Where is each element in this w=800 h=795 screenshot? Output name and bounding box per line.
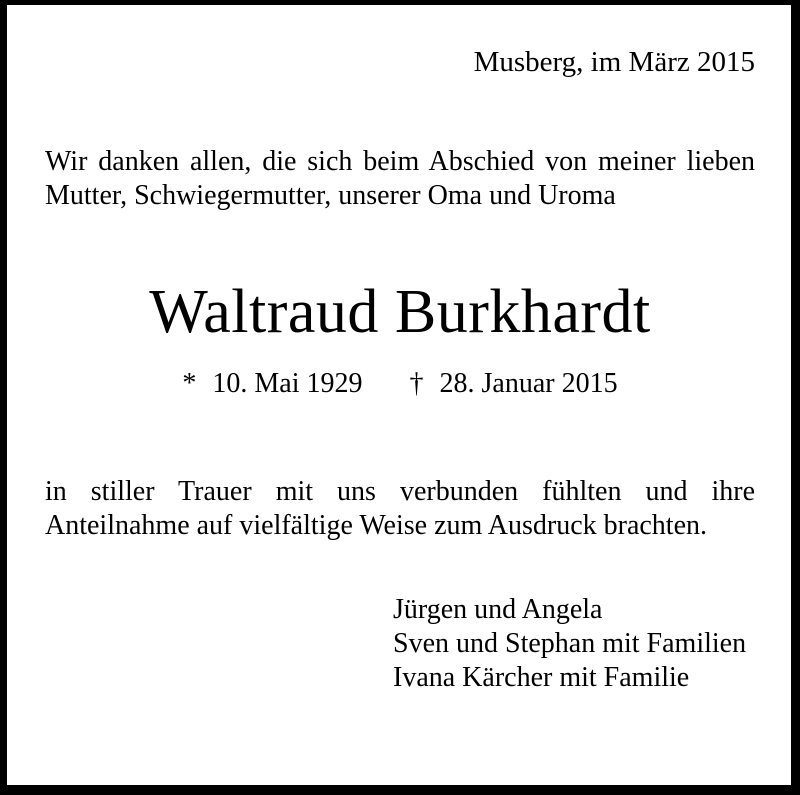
condolence-line-1: in stiller Trauer mit uns verbunden fühlten und ihre xyxy=(45,476,755,507)
birth-star-symbol: * xyxy=(182,368,197,399)
mourner-line: Jürgen und Angela xyxy=(393,594,603,625)
condolence-line-2: Anteilnahme auf vielfältige Weise zum Ausdruck brachten. xyxy=(45,510,708,541)
mourner-line: Sven und Stephan mit Familien xyxy=(393,628,747,659)
dateline: Musberg, im März 2015 xyxy=(473,46,755,78)
life-dates xyxy=(45,367,755,401)
death-date-group xyxy=(410,367,618,401)
thanks-line-1: Wir danken allen, die sich beim Abschied von meiner lieben xyxy=(45,146,755,177)
condolence-paragraph xyxy=(45,475,755,543)
mourner-line: Ivana Kärcher mit Familie xyxy=(393,662,690,693)
thanks-line-2: Mutter, Schwiegermutter, unserer Oma und Uroma xyxy=(45,180,616,211)
birth-date-group xyxy=(182,367,362,401)
mourners-list xyxy=(393,593,755,695)
death-cross-symbol: † xyxy=(409,368,424,399)
deceased-name: Waltraud Burkhardt xyxy=(149,278,651,346)
birth-date: 10. Mai 1929 xyxy=(212,368,363,399)
thanks-paragraph xyxy=(45,145,755,213)
death-date: 28. Januar 2015 xyxy=(439,368,618,399)
